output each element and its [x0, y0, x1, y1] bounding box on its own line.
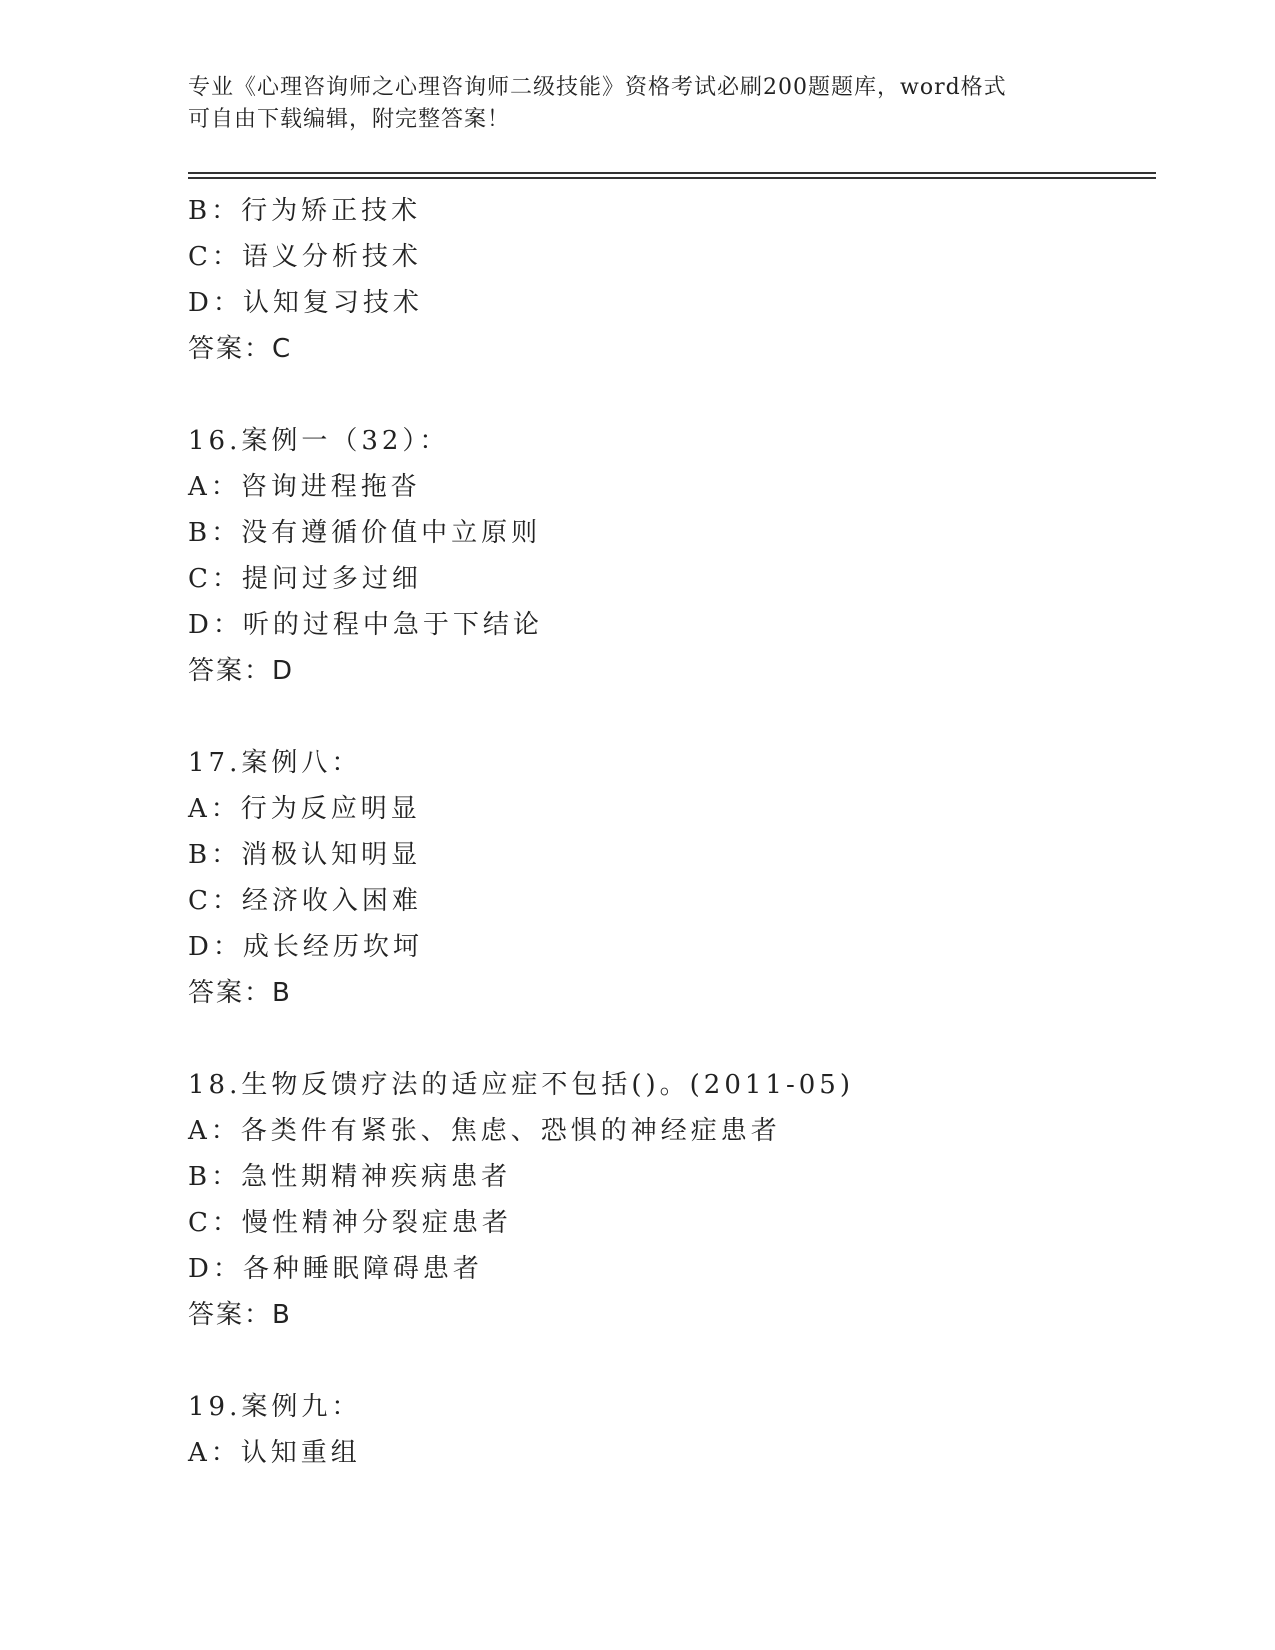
header-divider-bottom	[188, 177, 1156, 179]
option-d: D：听的过程中急于下结论	[188, 610, 543, 640]
option-a: A：认知重组	[188, 1438, 361, 1468]
document-header	[188, 72, 1088, 136]
option-d: D：各种睡眠障碍患者	[188, 1254, 483, 1284]
answer-line: 答案：D	[188, 656, 295, 686]
option-b: B：消极认知明显	[188, 840, 422, 870]
header-title-line-1: 专业《心理咨询师之心理咨询师二级技能》资格考试必刷200题题库，word格式	[188, 75, 1007, 100]
answer-line: 答案：B	[188, 1300, 292, 1330]
option-c: C：提问过多过细	[188, 564, 422, 594]
header-divider-top	[188, 172, 1156, 174]
answer-line: 答案：C	[188, 334, 293, 364]
question-stem: 18.生物反馈疗法的适应症不包括()。(2011-05)	[188, 1070, 854, 1100]
option-c: C：语义分析技术	[188, 242, 422, 272]
option-d: D：认知复习技术	[188, 288, 423, 318]
question-stem: 19.案例九：	[188, 1392, 362, 1422]
question-list	[188, 188, 1148, 1476]
question-stem: 16.案例一（32）：	[188, 426, 450, 456]
option-c: C：慢性精神分裂症患者	[188, 1208, 512, 1238]
option-b: B：没有遵循价值中立原则	[188, 518, 542, 548]
answer-line: 答案：B	[188, 978, 292, 1008]
option-c: C：经济收入困难	[188, 886, 422, 916]
option-a: A：行为反应明显	[188, 794, 421, 824]
option-b: B：行为矫正技术	[188, 196, 422, 226]
option-a: A：咨询进程拖沓	[188, 472, 421, 502]
option-b: B：急性期精神疾病患者	[188, 1162, 512, 1192]
question-stem: 17.案例八：	[188, 748, 362, 778]
option-d: D：成长经历坎坷	[188, 932, 423, 962]
option-a: A：各类件有紧张、焦虑、恐惧的神经症患者	[188, 1116, 781, 1146]
header-title-line-2: 可自由下载编辑，附完整答案！	[188, 107, 511, 132]
